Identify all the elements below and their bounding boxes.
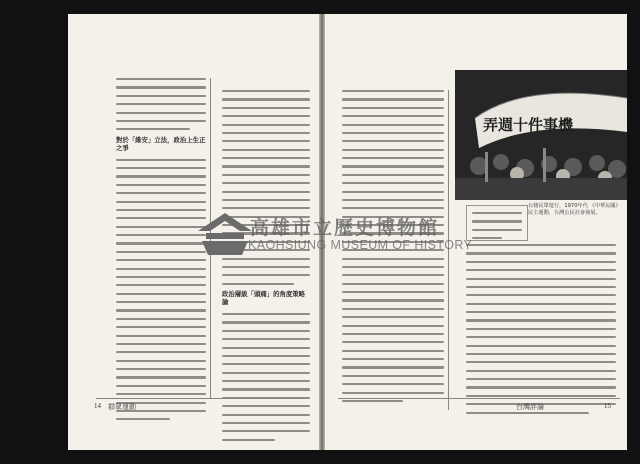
left-column-2: [222, 90, 310, 447]
sidebar-box: [466, 205, 528, 241]
watermark-subtitle: KAOHSIUNG MUSEUM OF HISTORY: [248, 238, 473, 252]
right-column-2: [466, 244, 616, 420]
museum-logo-icon: [196, 211, 254, 257]
left-column-1: [116, 78, 206, 427]
left-page-number: 14: [94, 402, 101, 410]
section-heading: 政治層級「頭痛」的角度策略論: [222, 291, 306, 306]
left-running-footer: 群眾運動: [108, 403, 136, 411]
footer-rule: [96, 398, 306, 399]
section-heading: 對於「維安」立法，政治上生正之爭: [116, 136, 206, 152]
watermark-title: 高雄市立歷史博物館: [250, 217, 440, 239]
footer-rule: [338, 398, 620, 399]
right-page-number: 15: [604, 402, 611, 410]
right-running-footer: 台灣評論: [516, 403, 544, 411]
photo-caption: 台籍民眾遊行，1970年代 《中華民國》民主運動，台灣公民社會發展。: [528, 203, 619, 216]
banner-text: 弄週十件事機: [483, 116, 574, 134]
protest-photo: [455, 70, 627, 200]
